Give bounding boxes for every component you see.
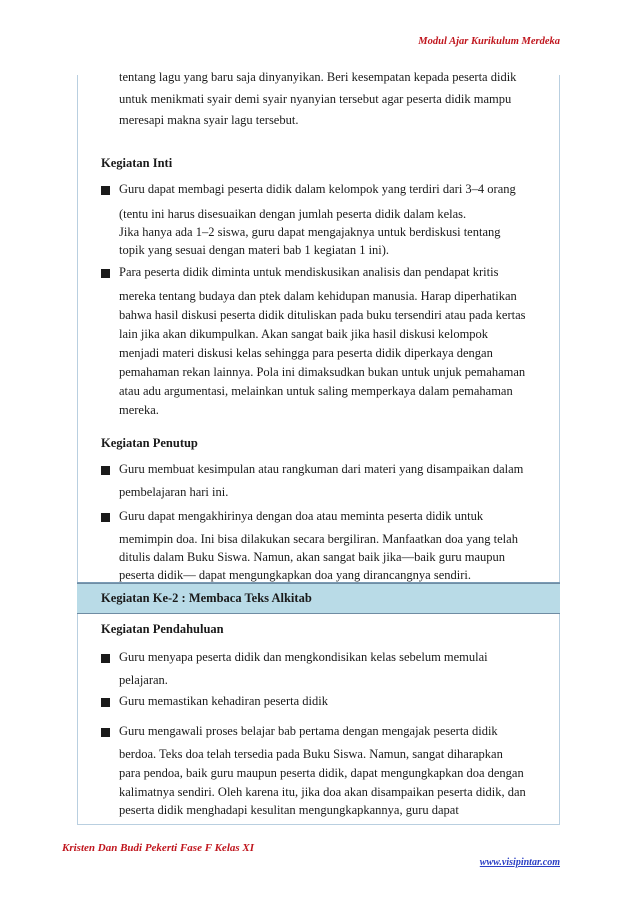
- list-item-line: lain jika akan dikumpulkan. Akan sangat baik jika hasil diskusi kelompok: [119, 327, 489, 341]
- heading-kegiatan-inti: Kegiatan Inti: [101, 156, 173, 170]
- list-item-line: Guru mengawali proses belajar bab pertama dengan mengajak peserta didik: [119, 724, 498, 738]
- bullet-icon: [101, 728, 110, 737]
- bullet-icon: [101, 466, 110, 475]
- list-item-line: pembelajaran hari ini.: [119, 485, 229, 499]
- list-item-line: Jika hanya ada 1–2 siswa, guru dapat mengajaknya untuk berdiskusi tentang: [119, 225, 501, 239]
- bullet-icon: [101, 654, 110, 663]
- list-item-line: pelajaran.: [119, 673, 168, 687]
- list-item-line: Guru membuat kesimpulan atau rangkuman dari materi yang disampaikan dalam: [119, 462, 524, 476]
- heading-kegiatan-penutup: Kegiatan Penutup: [101, 436, 198, 450]
- list-item-line: berdoa. Teks doa telah tersedia pada Buku Siswa. Namun, sangat diharapkan: [119, 747, 503, 761]
- bullet-icon: [101, 186, 110, 195]
- heading-kegiatan-pendahuluan: Kegiatan Pendahuluan: [101, 622, 224, 636]
- list-item-line: Guru dapat membagi peserta didik dalam kelompok yang terdiri dari 3–4 orang: [119, 182, 516, 196]
- list-item-line: topik yang sesuai dengan materi bab 1 kegiatan 1 ini).: [119, 243, 390, 257]
- list-item-line: atau adu argumentasi, melainkan untuk saling memperkaya dalam pemahaman: [119, 384, 513, 398]
- list-item-line: Guru dapat mengakhirinya dengan doa atau meminta peserta didik untuk: [119, 509, 484, 523]
- list-item-line: Guru menyapa peserta didik dan mengkondisikan kelas sebelum memulai: [119, 650, 488, 664]
- bullet-icon: [101, 698, 110, 707]
- list-item-line: kalimatnya sendiri. Oleh karena itu, jika doa akan disampaikan peserta didik, dan: [119, 785, 526, 799]
- list-item-line: ditulis dalam Buku Siswa. Namun, akan sangat baik jika—baik guru maupun: [119, 550, 506, 564]
- intro-line: meresapi makna syair lagu tersebut.: [119, 113, 299, 127]
- list-item-line: memimpin doa. Ini bisa dilakukan secara bergiliran. Manfaatkan doa yang telah: [119, 532, 518, 546]
- bullet-icon: [101, 513, 110, 522]
- list-item-line: mereka.: [119, 403, 159, 417]
- list-item-line: menjadi materi diskusi kelas sehingga para peserta didik diperkaya dengan: [119, 346, 493, 360]
- list-item-line: peserta didik— dapat mengungkapkan doa yang dirancangnya sendiri.: [119, 568, 471, 582]
- intro-line: tentang lagu yang baru saja dinyanyikan. Beri kesempatan kepada peserta didik: [119, 70, 517, 84]
- intro-line: untuk menikmati syair demi syair nyanyian tersebut agar peserta didik mampu: [119, 92, 512, 106]
- list-item-line: (tentu ini harus disesuaikan dengan jumlah peserta didik dalam kelas.: [119, 207, 467, 221]
- footer-book-title: Kristen Dan Budi Pekerti Fase F Kelas XI: [62, 842, 255, 854]
- list-item-line: mereka tentang budaya dan ptek dalam kehidupan manusia. Harap diperhatikan: [119, 289, 517, 303]
- list-item-line: para pendoa, baik guru maupun peserta didik, dapat mengungkapkan doa dengan: [119, 766, 524, 780]
- page-header: Modul Ajar Kurikulum Merdeka: [418, 36, 560, 47]
- list-item-line: Para peserta didik diminta untuk mendiskusikan analisis dan pendapat kritis: [119, 265, 499, 279]
- bullet-icon: [101, 269, 110, 278]
- list-item-line: pemahaman rekan lainnya. Pola ini dimaksudkan bukan untuk unjuk pemahaman: [119, 365, 526, 379]
- list-item-line: Guru memastikan kehadiran peserta didik: [119, 694, 328, 708]
- list-item-line: peserta didik menghadapi kesulitan mengungkapkannya, guru dapat: [119, 803, 459, 817]
- list-item-line: bahwa hasil diskusi peserta didik dituliskan pada buku tersendiri atau pada kertas: [119, 308, 526, 322]
- footer-website-link[interactable]: www.visipintar.com: [479, 857, 560, 868]
- section-title: Kegiatan Ke-2 : Membaca Teks Alkitab: [101, 591, 312, 605]
